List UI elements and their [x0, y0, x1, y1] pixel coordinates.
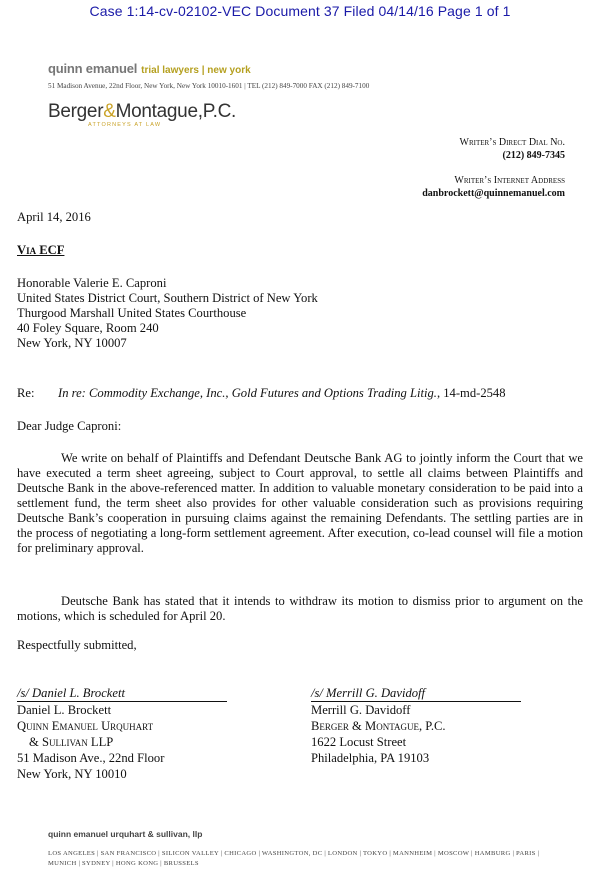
writer-email-label: Writer’s Internet Address [454, 175, 565, 186]
re-case-number: , 14-md-2548 [436, 386, 506, 400]
addressee-line: United States District Court, Southern District of New York [17, 291, 318, 305]
signer-name: Daniel L. Brockett [17, 703, 112, 717]
signer-firm: Quinn Emanuel Urquhart [17, 719, 154, 733]
cocounsel-subtitle: ATTORNEYS AT LAW [88, 122, 162, 128]
signer-address: 51 Madison Ave., 22nd Floor [17, 751, 165, 765]
addressee-line: 40 Foley Square, Room 240 [17, 321, 159, 335]
salutation: Dear Judge Caproni: [17, 419, 122, 433]
writer-dial-label: Writer’s Direct Dial No. [459, 137, 565, 148]
closing: Respectfully submitted, [17, 638, 137, 652]
signer-address: New York, NY 10010 [17, 767, 127, 781]
quinn-emanuel-logo [48, 60, 251, 78]
writer-dial-block [460, 136, 566, 162]
addressee-block [17, 276, 318, 351]
signer-name: Merrill G. Davidoff [311, 703, 411, 717]
addressee-line: Thurgood Marshall United States Courthouse [17, 306, 247, 320]
cocounsel-name: Berger&Montague,P.C. [48, 101, 236, 122]
signer-firm: Berger & Montague, P.C. [311, 719, 446, 733]
letter-date: April 14, 2016 [17, 210, 91, 224]
via-ecf: Via ECF [17, 243, 65, 257]
footer-cities-line: MUNICH | SYDNEY | HONG KONG | BRUSSELS [48, 860, 199, 867]
re-line [58, 386, 506, 401]
berger-montague-logo [48, 101, 236, 128]
writer-dial-value: (212) 849-7345 [502, 150, 565, 161]
signer-firm-cont: & Sullivan LLP [29, 735, 114, 749]
footer-cities-line: LOS ANGELES | SAN FRANCISCO | SILICON VALLEY | CHICAGO | WASHINGTON, DC | LONDON | TOKYO | MANNHEIM | MOSCOW | HAMBURG | PARIS | [48, 850, 540, 857]
footer-firm-name: quinn emanuel urquhart & sullivan, llp [48, 829, 203, 839]
addressee-line: Honorable Valerie E. Caproni [17, 276, 167, 290]
paragraph-1: We write on behalf of Plaintiffs and Defendant Deutsche Bank AG to jointly inform the Court that we have executed a term sheet agreeing, subject to Court approval, to settle all claims between Plaintiffs and Deutsche Bank in the above-referenced matter. In addition to valuable monetary consideration to be paid into a settlement fund, the term sheet also provides for other valuable consideration such as provisions requiring Deutsche Bank’s cooperation in pursuing claims against the remaining Defendants. The settling parties are in the process of negotiating a long-form settlement agreement. After execution, co-lead counsel will file a motion for preliminary approval. [17, 451, 583, 555]
writer-email-block [422, 174, 565, 200]
writer-email-value: danbrockett@quinnemanuel.com [422, 188, 565, 199]
signer-address: Philadelphia, PA 19103 [311, 751, 430, 765]
footer-office-list [48, 849, 593, 869]
case-filing-header: Case 1:14-cv-02102-VEC Document 37 Filed 04/14/16 Page 1 of 1 [89, 3, 511, 19]
signature-block-right [311, 685, 521, 766]
signature-line: /s/ Daniel L. Brockett [17, 685, 227, 702]
addressee-line: New York, NY 10007 [17, 336, 127, 350]
re-label: Re: [17, 386, 35, 400]
firm-name: quinn emanuel [48, 61, 138, 76]
signature-line: /s/ Merrill G. Davidoff [311, 685, 521, 702]
signature-block-left [17, 685, 227, 782]
paragraph-2: Deutsche Bank has stated that it intends to withdraw its motion to dismiss prior to argument on the motions, which is scheduled for April 20. [17, 594, 583, 623]
signer-address: 1622 Locust Street [311, 735, 407, 749]
re-case-name: In re: Commodity Exchange, Inc., Gold Futures and Options Trading Litig. [58, 386, 437, 400]
firm-tagline: trial lawyers | new york [141, 65, 251, 76]
firm-address: 51 Madison Avenue, 22nd Floor, New York, New York 10010-1601 | TEL (212) 849-7000 FAX (212) 849-7100 [48, 82, 370, 90]
